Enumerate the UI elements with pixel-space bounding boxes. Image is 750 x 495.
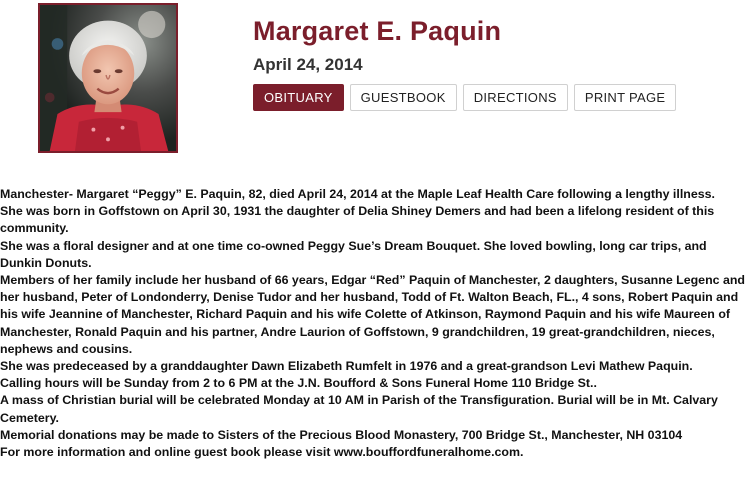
portrait-photo: [38, 3, 178, 153]
obituary-paragraph-more-info: For more information and online guest book please visit www.bouffordfuneralhome.com.: [0, 445, 524, 460]
tab-guestbook[interactable]: GUESTBOOK: [350, 84, 457, 111]
date-of-death: April 24, 2014: [253, 55, 363, 74]
obituary-paragraph-predeceased: She was predeceased by a granddaughter Dawn Elizabeth Rumfelt in 1976 and a great-grandson Levi Mathew Paquin.: [0, 359, 693, 374]
obituary-tabs: [253, 84, 676, 111]
portrait-image: [40, 5, 176, 151]
deceased-name: Margaret E. Paquin: [253, 16, 502, 46]
obituary-paragraph-career: She was a floral designer and at one time co-owned Peggy Sue’s Dream Bouquet. She loved bowling, long car trips, and Dunkin Donuts.: [0, 238, 707, 270]
obituary-paragraph-calling-hours: Calling hours will be Sunday from 2 to 6 PM at the J.N. Boufford & Sons Funeral Home 110 Bridge St..: [0, 376, 597, 391]
obituary-paragraph-birth: She was born in Goffstown on April 30, 1931 the daughter of Delia Shiney Demers and had been a lifelong resident of this community.: [0, 204, 715, 236]
tab-directions[interactable]: DIRECTIONS: [463, 84, 568, 111]
obituary-paragraph-mass: A mass of Christian burial will be celebrated Monday at 10 AM in Parish of the Transfiguration. Burial will be in Mt. Calvary Cemetery.: [0, 393, 718, 425]
tab-print-page[interactable]: PRINT PAGE: [574, 84, 677, 111]
obituary-header: [0, 0, 750, 170]
obituary-paragraph-donations: Memorial donations may be made to Sisters of the Precious Blood Monastery, 700 Bridge St., Manchester, NH 03104: [0, 427, 683, 442]
obituary-paragraph-announcement: Manchester- Margaret “Peggy” E. Paquin, 82, died April 24, 2014 at the Maple Leaf Health Care following a lengthy illness.: [0, 187, 715, 201]
obituary-paragraph-family: Members of her family include her husband of 66 years, Edgar “Red” Paquin of Manchester, 2 daughters, Susanne Legenc and her husband, Peter of Londonderry, Denise Tudor and her husband, Todd of Ft. Walton Beach, FL., 4 sons, Robert Paquin and his wife Jeannine of Manchester, Richard Paquin and his wife Colette of Atkinson, Raymond Paquin and his wife Maureen of Manchester, Ronald Paquin and his partner, Andre Laurion of Goffstown, 9 grandchildren, 19 great-grandchildren, nieces, nephews and cousins.: [0, 273, 745, 356]
obituary-text: [0, 186, 748, 461]
tab-obituary[interactable]: OBITUARY: [253, 84, 344, 111]
